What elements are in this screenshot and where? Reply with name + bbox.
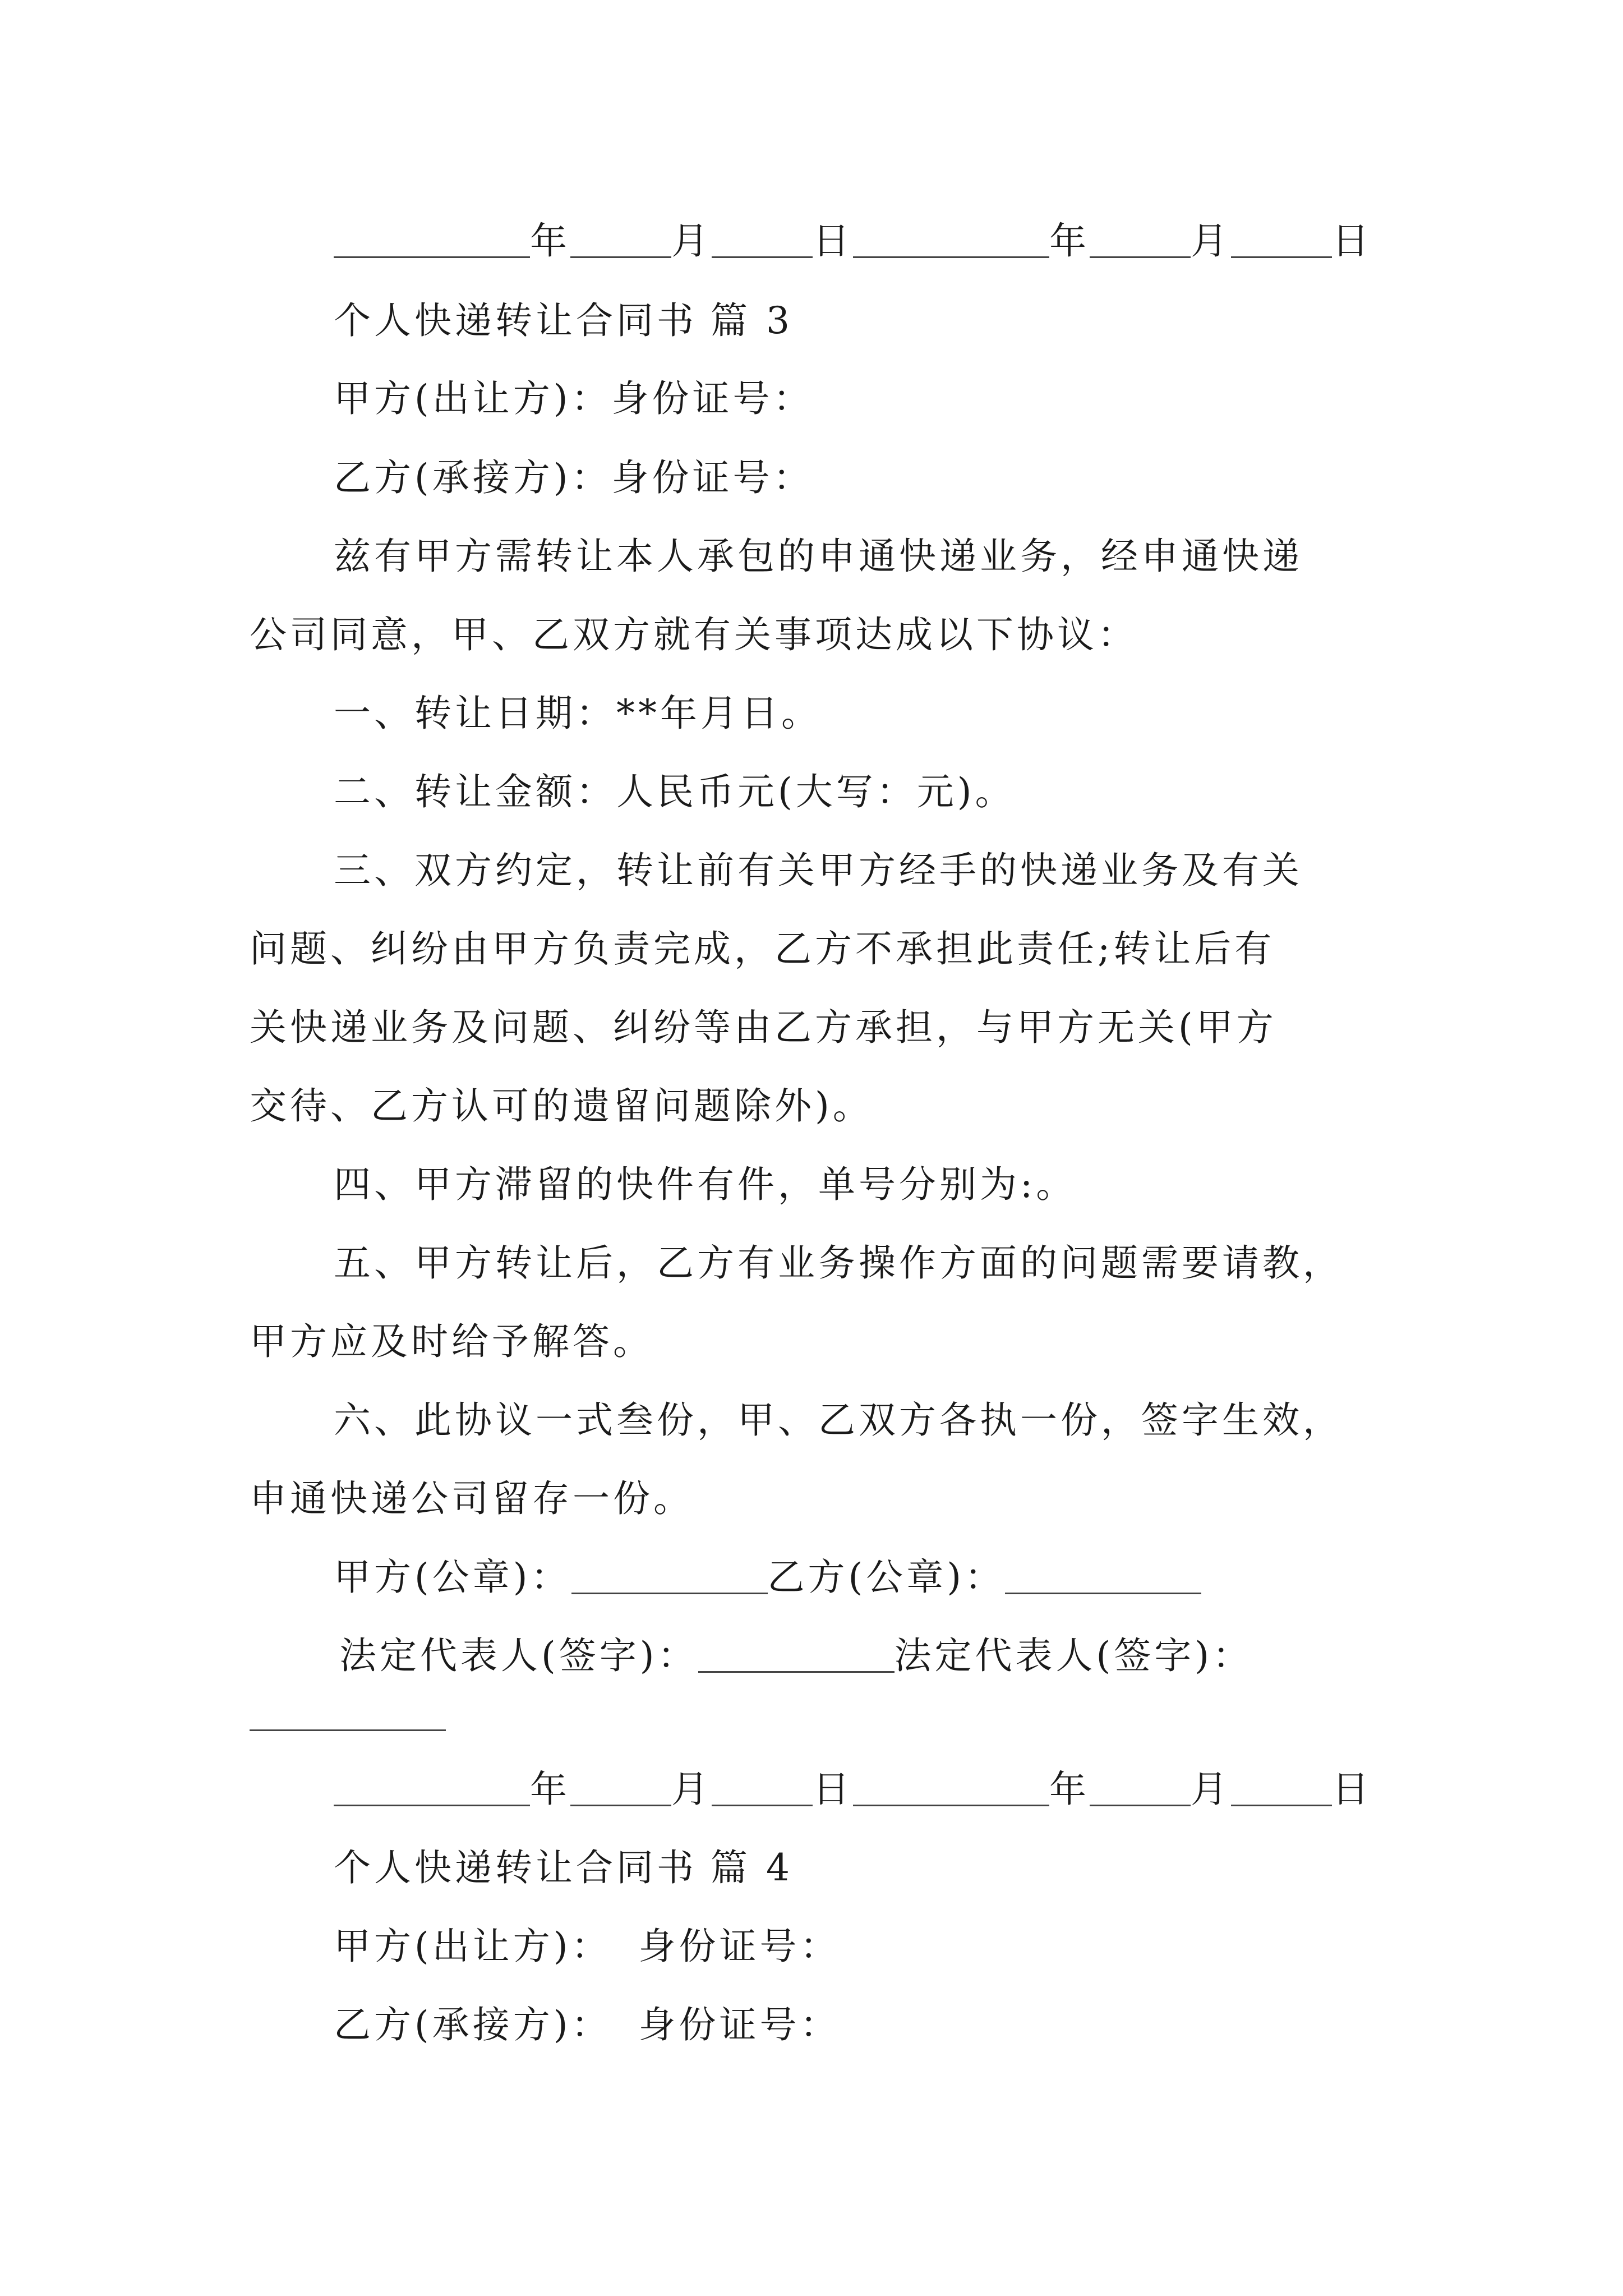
representative-line [339, 1631, 1253, 1681]
section-title: 个人快递转让合同书 [334, 299, 697, 342]
clause-1: 一、转让日期：**年月日。 [334, 692, 822, 735]
party-a-line: 甲方(出让方)：身份证号： [334, 377, 814, 420]
blank-field [570, 1771, 671, 1806]
blank-field [1231, 1771, 1332, 1806]
year-label: 年 [530, 219, 570, 263]
blank-field [853, 223, 1049, 258]
day-label: 日 [1332, 219, 1372, 263]
date-line-top [334, 217, 1372, 266]
intro-paragraph-line-2: 公司同意，甲、乙双方就有关事项达成以下协议： [250, 613, 1138, 656]
month-label: 月 [1191, 219, 1231, 263]
clause-5-line-1: 五、甲方转让后，乙方有业务操作方面的问题需要请教， [334, 1241, 1343, 1285]
blank-field [1090, 223, 1191, 258]
clause-3-line-1: 三、双方约定，转让前有关甲方经手的快递业务及有关 [334, 849, 1303, 892]
party-b-label: 乙方(承接方)： [334, 2003, 612, 2046]
date-line-bottom [334, 1765, 1372, 1814]
day-label: 日 [813, 219, 853, 263]
clause-5-line-2: 甲方应及时给予解答。 [250, 1320, 653, 1363]
section-4-heading [334, 1843, 793, 1893]
section-3-heading [334, 296, 793, 346]
section-4-party-b-line [334, 2000, 841, 2050]
day-label: 日 [813, 1768, 853, 1811]
blank-field [571, 1559, 768, 1594]
party-b-representative-label: 法定代表人(签字)： [894, 1634, 1253, 1677]
blank-field [712, 1771, 813, 1806]
clause-6-line-2: 申通快递公司留存一份。 [250, 1477, 694, 1520]
section-4-party-a-line [334, 1922, 841, 1971]
year-label: 年 [530, 1768, 570, 1811]
party-b-id-label: 身份证号： [638, 2003, 841, 2046]
clause-3-line-4: 交待、乙方认可的遗留问题除外)。 [250, 1084, 873, 1128]
blank-field [1005, 1559, 1201, 1594]
blank-field [570, 223, 671, 258]
blank-field [334, 1771, 530, 1806]
section-title: 个人快递转让合同书 [334, 1846, 697, 1889]
year-label: 年 [1049, 219, 1090, 263]
blank-field [853, 1771, 1049, 1806]
party-a-id-label: 身份证号： [638, 1925, 841, 1968]
month-label: 月 [1191, 1768, 1231, 1811]
clause-6-line-1: 六、此协议一式叁份，甲、乙双方各执一份，签字生效， [334, 1398, 1343, 1442]
intro-paragraph-line-1: 兹有甲方需转让本人承包的申通快递业务，经申通快递 [334, 535, 1303, 578]
section-number: 篇 3 [711, 299, 793, 342]
blank-field-continuation [250, 1729, 446, 1731]
party-a-label: 甲方(出让方)： [334, 1925, 612, 1968]
section-number: 篇 4 [711, 1846, 793, 1889]
party-a-representative-label: 法定代表人(签字)： [339, 1634, 698, 1677]
party-b-seal-label: 乙方(公章)： [767, 1556, 1005, 1599]
clause-4: 四、甲方滞留的快件有件，单号分别为:。 [334, 1163, 1077, 1206]
month-label: 月 [671, 219, 712, 263]
day-label: 日 [1332, 1768, 1372, 1811]
party-a-seal-label: 甲方(公章)： [334, 1556, 571, 1599]
blank-field [698, 1637, 895, 1673]
seal-line [334, 1553, 1201, 1602]
blank-field [1090, 1771, 1191, 1806]
clause-2: 二、转让金额：人民币元(大写：元)。 [334, 770, 1016, 813]
clause-3-line-3: 关快递业务及问题、纠纷等由乙方承担，与甲方无关(甲方 [250, 1006, 1277, 1049]
month-label: 月 [671, 1768, 712, 1811]
party-b-line: 乙方(承接方)：身份证号： [334, 456, 814, 499]
clause-3-line-2: 问题、纠纷由甲方负责完成，乙方不承担此责任;转让后有 [250, 927, 1275, 970]
year-label: 年 [1049, 1768, 1090, 1811]
blank-field [712, 223, 813, 258]
blank-field [334, 223, 530, 258]
blank-field [1231, 223, 1332, 258]
